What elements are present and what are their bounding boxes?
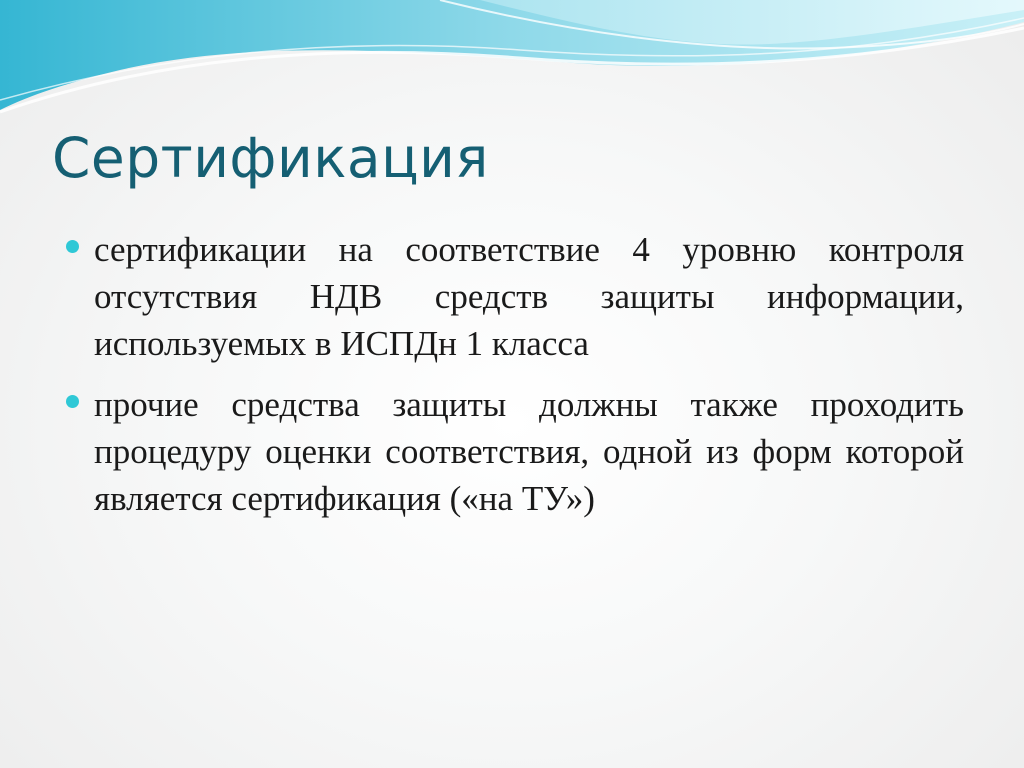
bullet-icon (66, 395, 79, 408)
bullet-item (60, 381, 964, 522)
bullet-text: сертификации на соответствие 4 уровню контроля отсутствия НДВ средств защиты информации, используемых в ИСПДн 1 класса (94, 230, 964, 363)
bullet-icon (66, 240, 79, 253)
bullet-list (60, 226, 964, 536)
bullet-text: прочие средства защиты должны также проходить процедуру оценки соответствия, одной из форм которой является сертификация («на ТУ») (94, 385, 964, 518)
slide-title: Сертификация (52, 126, 489, 190)
bullet-item (60, 226, 964, 367)
